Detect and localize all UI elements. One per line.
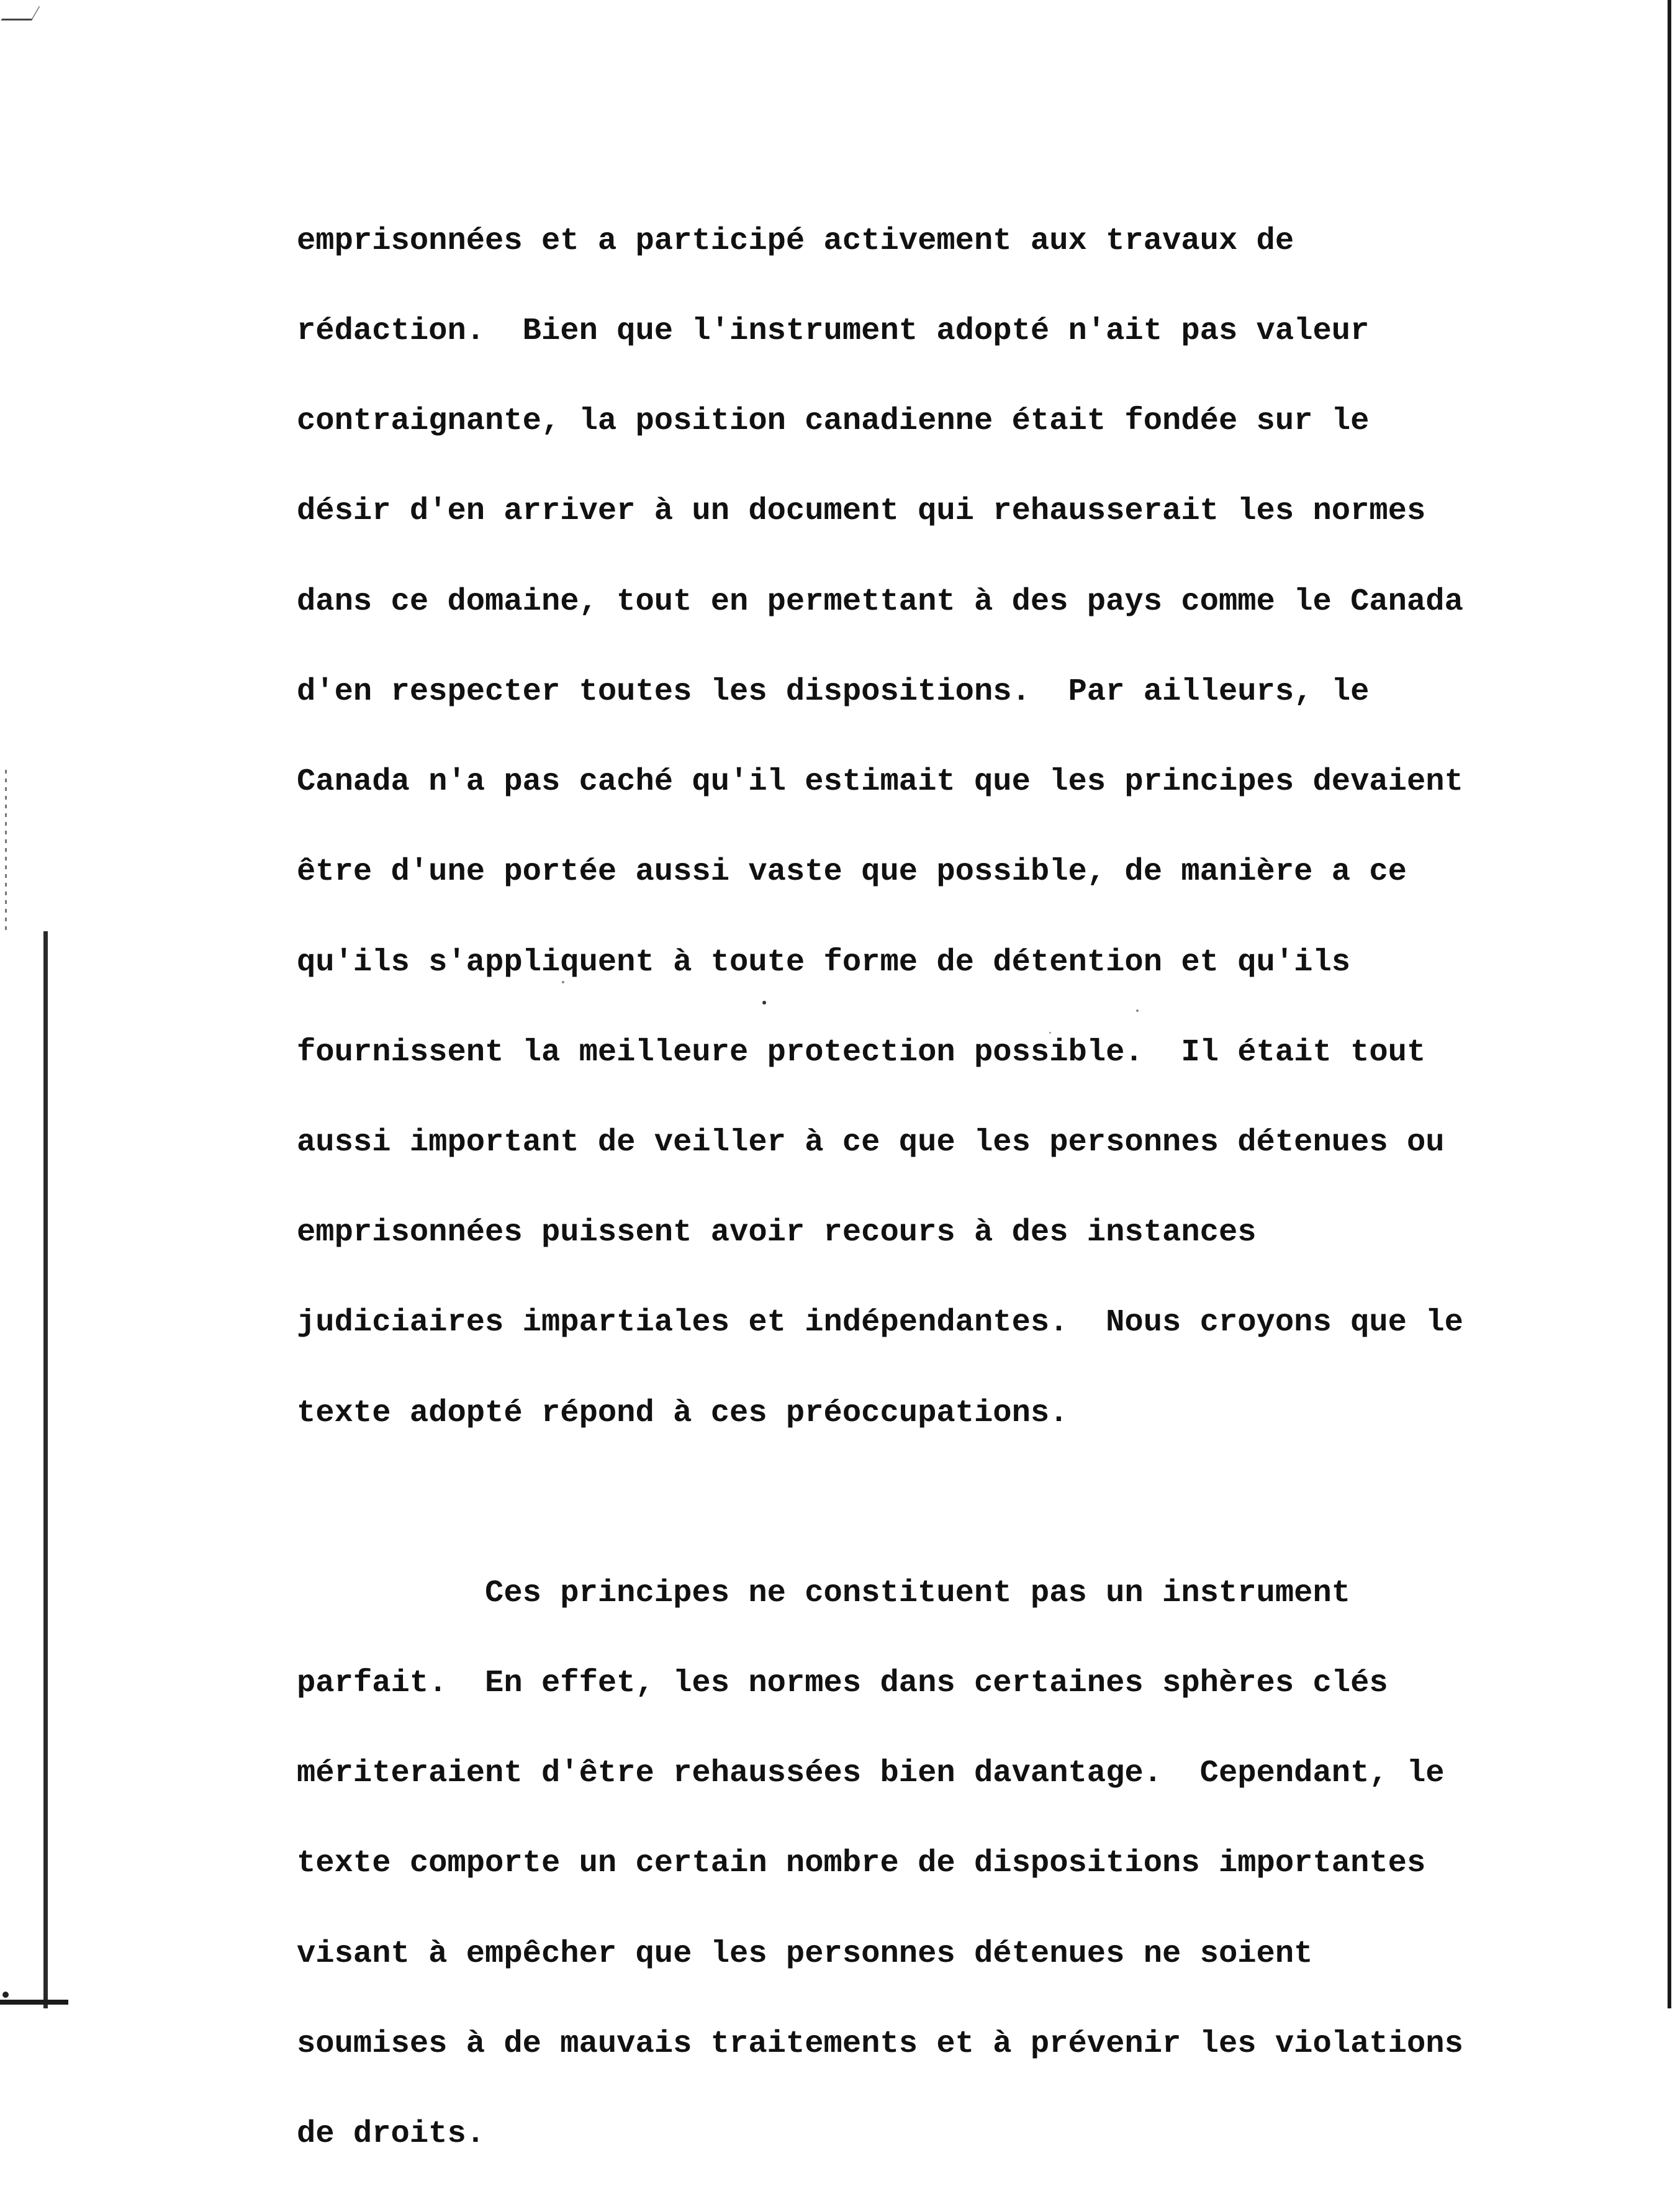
text-line: dans ce domaine, tout en permettant à des pays comme le Canada: [297, 584, 1463, 620]
text-line: visant à empêcher que les personnes détenues ne soient: [297, 1936, 1313, 1972]
text-line: emprisonnées puissent avoir recours à des instances: [297, 1215, 1257, 1251]
text-line: d'en respecter toutes les dispositions. Par ailleurs, le: [297, 674, 1370, 710]
text-line: être d'une portée aussi vaste que possible, de manière a ce: [297, 854, 1407, 890]
text-line: texte comporte un certain nombre de dispositions importantes: [297, 1846, 1426, 1882]
text-line: texte adopté répond à ces préoccupations.: [297, 1395, 1068, 1431]
text-line: mériteraient d'être rehaussées bien davantage. Cependant, le: [297, 1756, 1445, 1792]
page-bottom-edge: [0, 2000, 68, 2005]
text-line: de droits.: [297, 2116, 485, 2152]
scan-speck: [2, 1992, 9, 1998]
text-line: désir d'en arriver à un document qui rehausserait les normes: [297, 494, 1426, 530]
paragraph-2: [297, 1519, 1476, 2210]
text-line: emprisonnées et a participé activement aux travaux de: [297, 223, 1294, 259]
paragraph-1: [297, 166, 1476, 1489]
text-line: qu'ils s'appliquent à toute forme de détention et qu'ils: [297, 944, 1351, 980]
text-line: contraignante, la position canadienne était fondée sur le: [297, 404, 1370, 440]
page-right-edge: [1668, 0, 1671, 2008]
document-body: [297, 166, 1476, 2210]
text-line: aussi important de veiller à ce que les personnes détenues ou: [297, 1125, 1445, 1160]
scan-corner-mark: [1, 6, 40, 20]
text-line: Canada n'a pas caché qu'il estimait que les principes devaient: [297, 764, 1463, 800]
text-line: soumises à de mauvais traitements et à prévenir les violations: [297, 2026, 1463, 2062]
text-line: parfait. En effet, les normes dans certaines sphères clés: [297, 1665, 1388, 1701]
text-line: Ces principes ne constituent pas un instrument: [297, 1575, 1351, 1611]
binding-shadow-faint: [5, 770, 7, 931]
text-line: judiciaires impartiales et indépendantes. Nous croyons que le: [297, 1305, 1463, 1341]
text-line: fournissent la meilleure protection possible. Il était tout: [297, 1034, 1426, 1070]
text-line: rédaction. Bien que l'instrument adopté n'ait pas valeur: [297, 314, 1370, 350]
binding-shadow: [43, 931, 48, 2008]
